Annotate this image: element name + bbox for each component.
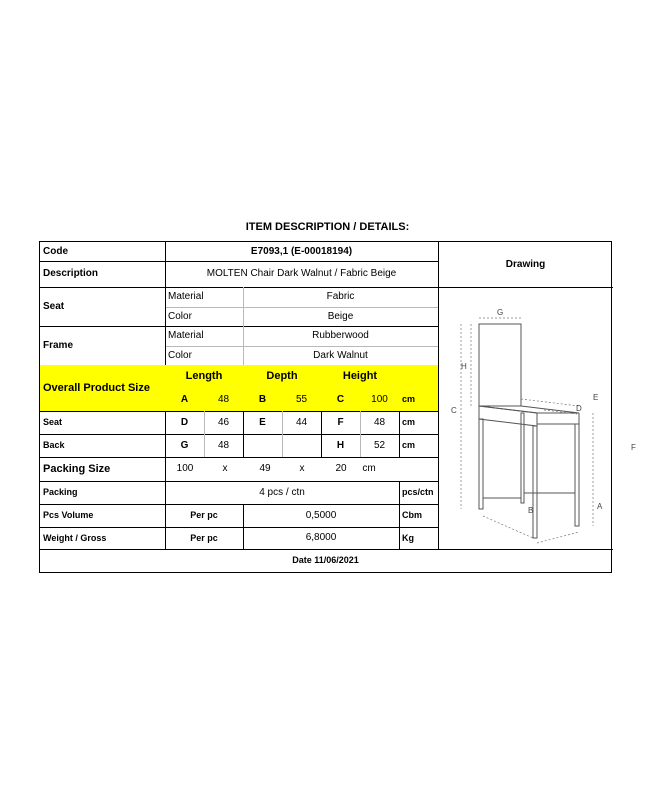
depth-header: Depth [243,365,321,388]
volume-unit: Cbm [402,510,422,520]
dim-d-letter: D [180,416,189,428]
diagram-label-c: C [451,406,457,415]
frame-color-value: Dark Walnut [313,349,368,361]
date-stamp: Date 11/06/2021 [292,555,359,565]
dim-e-value: 44 [295,416,308,428]
frame-material-label: Material [168,330,204,341]
dim-h-value: 52 [373,439,386,451]
diagram-label-g: G [497,308,504,317]
dim-h-letter: H [336,439,345,451]
weight-per: Per pc [190,532,218,543]
dim-b-value: 55 [282,388,321,411]
dim-e-letter: E [259,416,266,428]
frame-label: Frame [43,339,74,351]
back-size-label: Back [43,440,65,450]
spec-sheet [39,241,636,573]
weight-unit: Kg [402,532,414,543]
weight-value: 6,8000 [305,532,337,543]
packing-height: 20 [335,463,347,474]
weight-label: Weight / Gross [43,532,107,543]
seat-color-label: Color [168,310,192,322]
document-title: ITEM DESCRIPTION / DETAILS: [245,221,410,233]
diagram-label-e: E [593,393,599,402]
dim-c-value: 100 [360,388,399,411]
length-header: Length [165,365,243,388]
packing-length: 100 [176,463,194,474]
code-value: E7093,1 (E-00018194) [250,245,353,257]
diagram-label-d: D [576,404,582,413]
dim-f-letter: F [337,416,344,428]
packing-times-2: x [299,463,305,474]
packing-width: 49 [259,463,271,474]
dim-f-value: 48 [373,416,386,428]
frame-color-label: Color [168,349,192,361]
chair-line-drawing [439,288,636,548]
seat-material-value: Fabric [326,291,355,302]
seat-size-unit: cm [402,417,416,427]
height-header: Height [321,365,399,388]
seat-label: Seat [43,300,65,312]
overall-unit-header [399,365,438,388]
description-label: Description [43,268,99,279]
drawing-label: Drawing [505,258,546,270]
code-label: Code [43,245,68,257]
dim-d-value: 46 [217,416,230,428]
volume-value: 0,5000 [305,509,337,521]
packing-label: Packing [43,487,78,497]
dim-g-letter: G [180,439,189,451]
seat-material-label: Material [168,291,204,302]
seat-size-label: Seat [43,417,63,427]
volume-label: Pcs Volume [43,510,94,520]
description-value: MOLTEN Chair Dark Walnut / Fabric Beige [206,268,397,279]
dim-a-letter: A [165,388,204,411]
frame-material-value: Rubberwood [312,330,369,341]
dim-c-letter: C [321,388,360,411]
packing-unit: pcs/ctn [402,487,434,497]
packing-times-1: x [222,463,228,474]
overall-size-label: Overall Product Size [40,365,165,411]
dim-b-letter: B [243,388,282,411]
volume-per: Per pc [190,510,218,520]
back-size-unit: cm [402,440,416,450]
diagram-label-a: A [597,502,603,511]
chair-drawing [439,288,636,548]
dim-g-value: 48 [217,439,230,451]
diagram-label-f: F [631,443,636,452]
overall-unit: cm [399,388,438,411]
packing-size-label: Packing Size [43,462,111,475]
packing-value: 4 pcs / ctn [259,486,305,498]
diagram-label-h: H [461,362,467,371]
diagram-label-b: B [528,506,534,515]
packing-size-unit: cm [362,463,376,474]
seat-color-value: Beige [327,310,354,322]
dim-a-value: 48 [204,388,243,411]
